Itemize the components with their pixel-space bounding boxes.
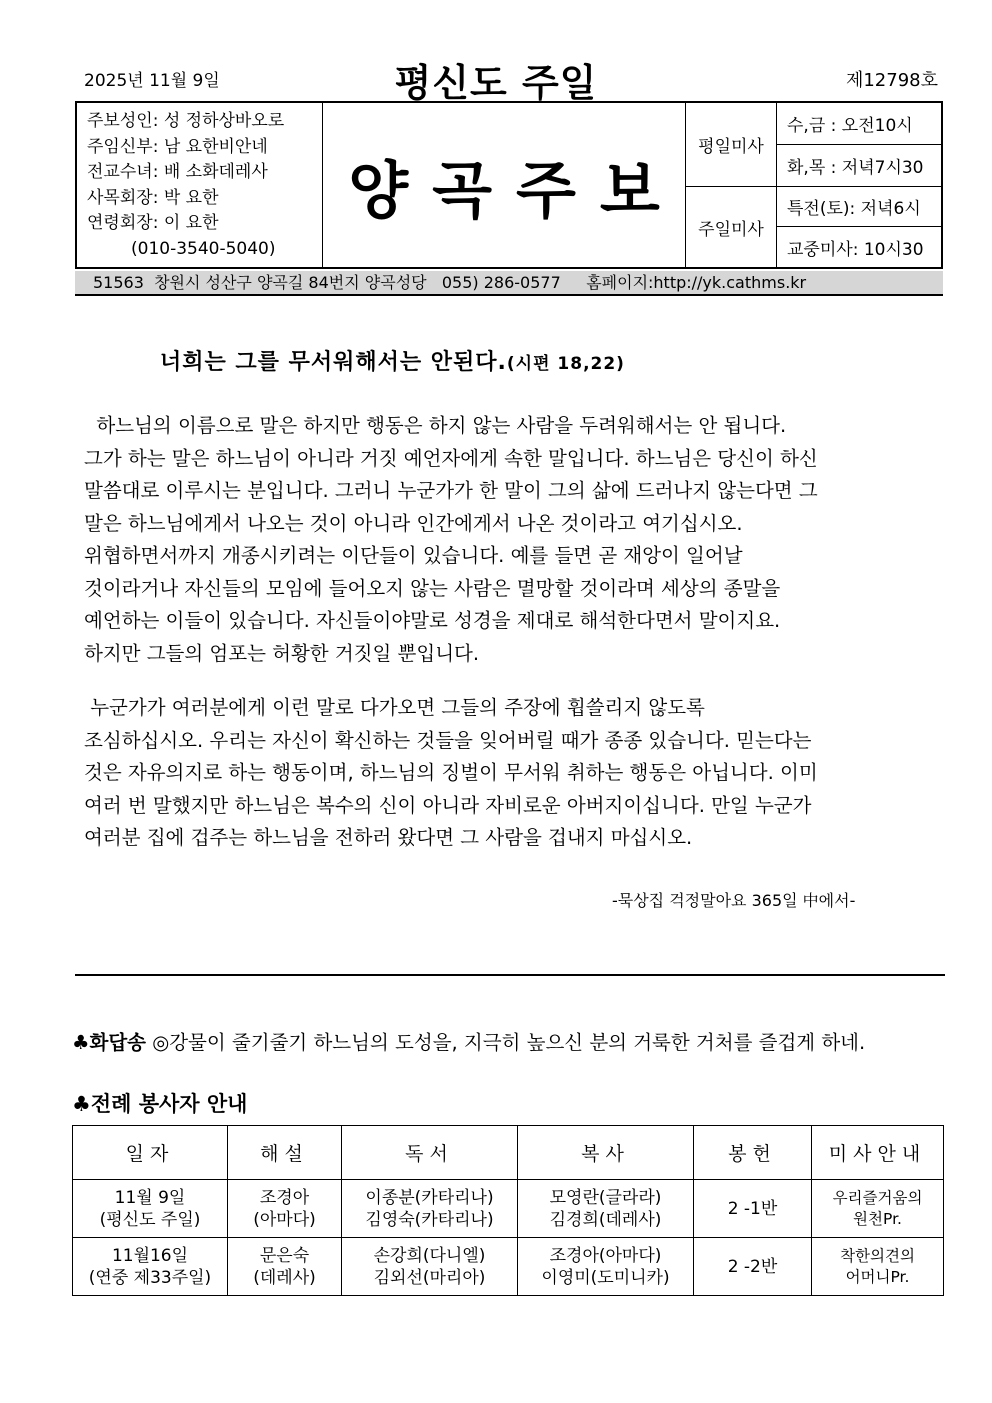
cell-line: 이영미(도미니카) xyxy=(541,1267,670,1288)
servers-title: ♣전례 봉사자 안내 xyxy=(72,1092,248,1116)
cell-line: 손강희(다니엘) xyxy=(373,1245,486,1266)
text-line: 여러 번 말했지만 하느님은 복수의 신이 아니라 자비로운 아버지이십니다. 만일 누군가 xyxy=(84,793,812,817)
cell-line: 착한의견의 xyxy=(840,1246,915,1265)
text-line: 위협하면서까지 개종시키려는 이단들이 있습니다. 예를 들면 곧 재앙이 일어날 xyxy=(84,544,743,567)
staff-phone: (010-3540-5040) xyxy=(131,238,276,259)
cell-line: (평신도 주일) xyxy=(99,1209,201,1230)
text-line: 말씀대로 이루시는 분입니다. 그러니 누군가가 한 말이 그의 삶에 드러나지 않는다면 그 xyxy=(84,479,818,502)
weekday-mass-row xyxy=(686,103,942,187)
text-line: 하느님의 이름으로 말은 하지만 행동은 하지 않는 사람을 두려워해서는 안 됩니다. xyxy=(84,414,787,437)
cell-line: 김경희(데레사) xyxy=(549,1209,662,1230)
col-header-server: 복사 xyxy=(518,1126,694,1180)
text-line: 여러분 집에 겁주는 하느님을 전하러 왔다면 그 사람을 겁내지 마십시오. xyxy=(84,826,693,849)
section-divider xyxy=(75,974,945,976)
cell-line: 11월16일 xyxy=(111,1245,189,1266)
verse-text: 너희는 그를 무서워해서는 안된다. xyxy=(160,350,507,375)
cell-line: 조경아 xyxy=(259,1187,310,1208)
sunday-title: 평신도 주일 xyxy=(394,61,598,105)
reflection-source: -묵상집 걱정말아요 365일 中에서- xyxy=(612,891,856,910)
sunday-mass-time: 교중미사: 10시30 xyxy=(787,239,924,260)
cell-line: (연중 제33주일) xyxy=(88,1267,212,1288)
verse-reference: (시편 18,22) xyxy=(506,354,625,374)
cell-mass-guide xyxy=(812,1238,944,1296)
table-row xyxy=(73,1180,944,1238)
staff-pastor: 주임신부: 남 요한비안네 xyxy=(87,136,268,157)
staff-funeral-president: 연령회장: 이 요한 xyxy=(87,213,219,233)
cell-server xyxy=(518,1238,694,1296)
bulletin-date: 2025년 11월 9일 xyxy=(84,71,220,91)
cell-line: 우리즐거움의 xyxy=(832,1188,923,1207)
col-header-date: 일자 xyxy=(73,1126,228,1180)
cell-line: (아마다) xyxy=(253,1209,316,1230)
text-line: 말은 하느님에게서 나오는 것이 아니라 인간에게서 나온 것이라고 여기십시오. xyxy=(84,511,743,535)
sunday-mass-time: 특전(토): 저녁6시 xyxy=(777,187,942,227)
cell-line: 원천Pr. xyxy=(853,1209,902,1228)
cell-reading xyxy=(342,1180,518,1238)
weekday-mass-label: 평일미사 xyxy=(686,103,777,186)
cell-line: 김영숙(카타리나) xyxy=(365,1209,494,1230)
text-line: 것은 자유의지로 하는 행동이며, 하느님의 징벌이 무서워 취하는 행동은 아닙니다. 이미 xyxy=(84,761,818,784)
cell-server xyxy=(518,1180,694,1238)
weekday-mass-time: 수,금 : 오전10시 xyxy=(777,103,942,145)
sunday-mass-label: 주일미사 xyxy=(686,187,777,267)
text-line: 것이라거나 자신들의 모임에 들어오지 않는 사람은 멸망할 것이라며 세상의 종말을 xyxy=(84,576,781,600)
col-header-offering: 봉헌 xyxy=(694,1126,812,1180)
reflection-paragraph xyxy=(84,410,939,670)
cell-commentary xyxy=(228,1180,342,1238)
responsorial-psalm xyxy=(72,1027,865,1055)
text-line: 그가 하는 말은 하느님이 아니라 거짓 예언자에게 속한 말입니다. 하느님은 당신이 하신 xyxy=(84,446,818,470)
sunday-mass-row xyxy=(686,187,942,267)
issue-number: 제12798호 xyxy=(845,70,938,91)
col-header-mass-guide: 미사안내 xyxy=(812,1126,944,1180)
text-line: 누군가가 여러분에게 이런 말로 다가오면 그들의 주장에 휩쓸리지 않도록 xyxy=(84,696,705,719)
reflection-paragraph xyxy=(84,692,939,855)
cell-reading xyxy=(342,1238,518,1296)
cell-commentary xyxy=(228,1238,342,1296)
cell-line: 조경아(아마다) xyxy=(549,1245,662,1266)
mass-schedule xyxy=(685,103,943,267)
psalm-label: ♣화답송 xyxy=(72,1031,146,1054)
verse-heading xyxy=(160,345,625,376)
cell-line: 이종분(카타리나) xyxy=(365,1187,494,1208)
staff-sister: 전교수녀: 배 소화데레사 xyxy=(87,162,268,182)
cell-date xyxy=(73,1238,228,1296)
cell-line: 문은숙 xyxy=(259,1245,310,1266)
staff-list xyxy=(77,103,323,267)
staff-patron: 주보성인: 성 정하상바오로 xyxy=(87,111,285,131)
cell-line: 모영란(글라라) xyxy=(549,1187,662,1208)
masthead xyxy=(75,101,943,269)
cell-line: (데레사) xyxy=(253,1267,316,1288)
staff-council-president: 사목회장: 박 요한 xyxy=(87,187,219,208)
cell-line: 김외선(마리아) xyxy=(373,1267,486,1288)
col-header-reading: 독서 xyxy=(342,1126,518,1180)
text-line: 하지만 그들의 엄포는 허황한 거짓일 뿐입니다. xyxy=(84,641,480,665)
address-bar: 51563 창원시 성산구 양곡길 84번지 양곡성당 055) 286-0577 홈페이지:http://yk.cathms.kr xyxy=(75,271,943,296)
cell-offering: 2 -2반 xyxy=(694,1238,812,1296)
col-header-commentary: 해설 xyxy=(228,1126,342,1180)
table-header-row xyxy=(73,1126,944,1180)
cell-mass-guide xyxy=(812,1180,944,1238)
cell-date xyxy=(73,1180,228,1238)
cell-offering: 2 -1반 xyxy=(694,1180,812,1238)
text-line: 조심하십시오. 우리는 자신이 확신하는 것들을 잊어버릴 때가 종종 있습니다. 믿는다는 xyxy=(84,728,812,752)
cell-line: 11월 9일 xyxy=(114,1187,186,1208)
bulletin-name: 양곡주보 xyxy=(348,153,684,227)
table-row xyxy=(73,1238,944,1296)
cell-line: 어머니Pr. xyxy=(845,1267,910,1286)
text-line: 예언하는 이들이 있습니다. 자신들이야말로 성경을 제대로 해석한다면서 말이지요. xyxy=(84,609,781,632)
weekday-mass-time: 화,목 : 저녁7시30 xyxy=(787,157,924,178)
psalm-text: ◎강물이 줄기줄기 하느님의 도성을, 지극히 높으신 분의 거룩한 거처를 즐겁게 하네. xyxy=(146,1031,866,1054)
liturgy-servers-table xyxy=(72,1125,944,1296)
